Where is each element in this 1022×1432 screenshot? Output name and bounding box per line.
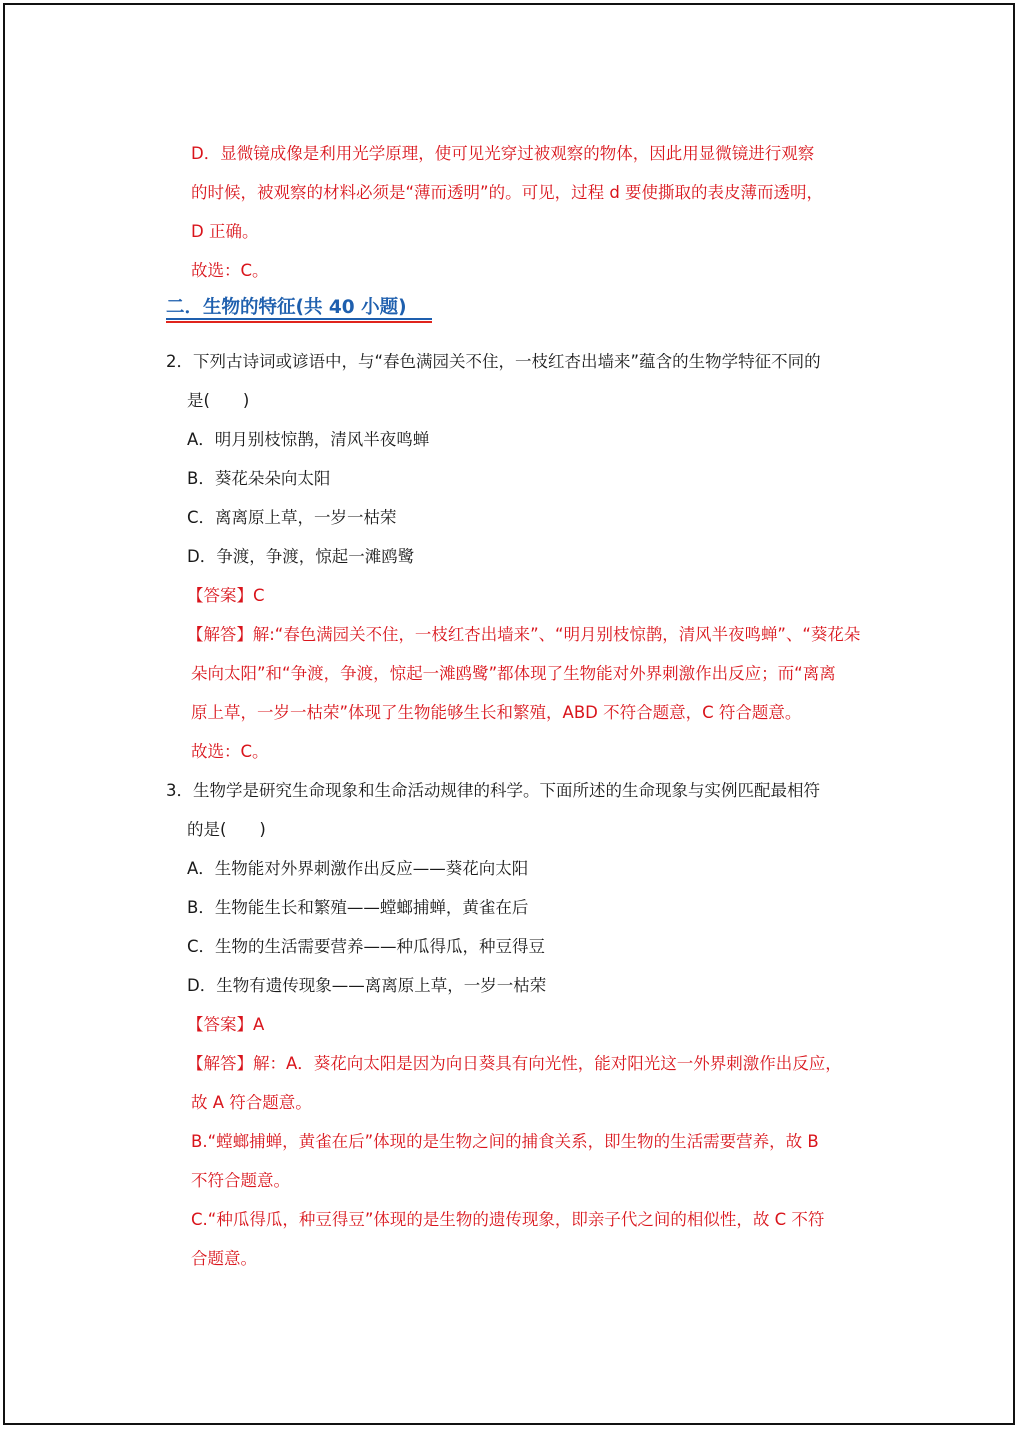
q3-option-d: D．生物有遗传现象——离离原上草，一岁一枯荣: [187, 976, 547, 995]
q3-explanation-line-5: C.“种瓜得瓜，种豆得豆”体现的是生物的遗传现象，即亲子代之间的相似性，故 C 不符: [191, 1210, 825, 1229]
q2-option-b: B．葵花朵朵向太阳: [187, 469, 331, 488]
q3-explanation-line-3: B.“螳螂捕蝉，黄雀在后”体现的是生物之间的捕食关系，即生物的生活需要营养，故 B: [191, 1132, 819, 1151]
q2-explanation-line-2: 朵向太阳”和“争渡，争渡，惊起一滩鸥鹭”都体现了生物能对外界刺激作出反应；而“离离: [191, 664, 836, 683]
q1-explanation-line-2: 的时候，被观察的材料必须是“薄而透明”的。可见，过程 d 要使撕取的表皮薄而透明，: [191, 183, 824, 202]
q1-explanation-line-3: D 正确。: [191, 222, 259, 241]
q2-stem-line-1: 2．下列古诗词或谚语中，与“春色满园关不住，一枝红杏出墙来”蕴含的生物学特征不同的: [166, 352, 821, 371]
q3-stem-line-1: 3．生物学是研究生命现象和生命活动规律的科学。下面所述的生命现象与实例匹配最相符: [166, 781, 820, 800]
q3-explanation-line-6: 合题意。: [191, 1249, 257, 1268]
q3-explanation-line-1: 【解答】解：A．葵花向太阳是因为向日葵具有向光性，能对阳光这一外界刺激作出反应，: [187, 1054, 842, 1073]
heading-underline-red: [166, 321, 432, 323]
heading-underline-blue: [166, 318, 432, 320]
q2-explanation-line-1: 【解答】解:“春色满园关不住，一枝红杏出墙来”、“明月别枝惊鹊，清风半夜鸣蝉”、“葵花朵: [187, 625, 861, 644]
q2-explanation-line-3: 原上草，一岁一枯荣”体现了生物能够生长和繁殖，ABD 不符合题意，C 符合题意。: [191, 703, 802, 722]
q2-choice: 故选：C。: [191, 742, 269, 761]
q2-option-a: A．明月别枝惊鹊，清风半夜鸣蝉: [187, 430, 430, 449]
q3-option-c: C．生物的生活需要营养——种瓜得瓜，种豆得豆: [187, 937, 546, 956]
q3-answer: 【答案】A: [187, 1015, 265, 1034]
q2-stem-line-2: 是( ): [187, 391, 250, 410]
q3-option-a: A．生物能对外界刺激作出反应——葵花向太阳: [187, 859, 529, 878]
section-heading: 二．生物的特征(共 40 小题): [166, 297, 407, 318]
q3-explanation-line-4: 不符合题意。: [191, 1171, 290, 1190]
q2-answer: 【答案】C: [187, 586, 265, 605]
q3-option-b: B．生物能生长和繁殖——螳螂捕蝉，黄雀在后: [187, 898, 529, 917]
q1-explanation-line-1: D．显微镜成像是利用光学原理，使可见光穿过被观察的物体，因此用显微镜进行观察: [191, 144, 815, 163]
q3-stem-line-2: 的是( ): [187, 820, 266, 839]
q2-option-c: C．离离原上草，一岁一枯荣: [187, 508, 397, 527]
q3-explanation-line-2: 故 A 符合题意。: [191, 1093, 312, 1112]
q2-option-d: D．争渡，争渡，惊起一滩鸥鹭: [187, 547, 415, 566]
q1-choice: 故选：C。: [191, 261, 269, 280]
